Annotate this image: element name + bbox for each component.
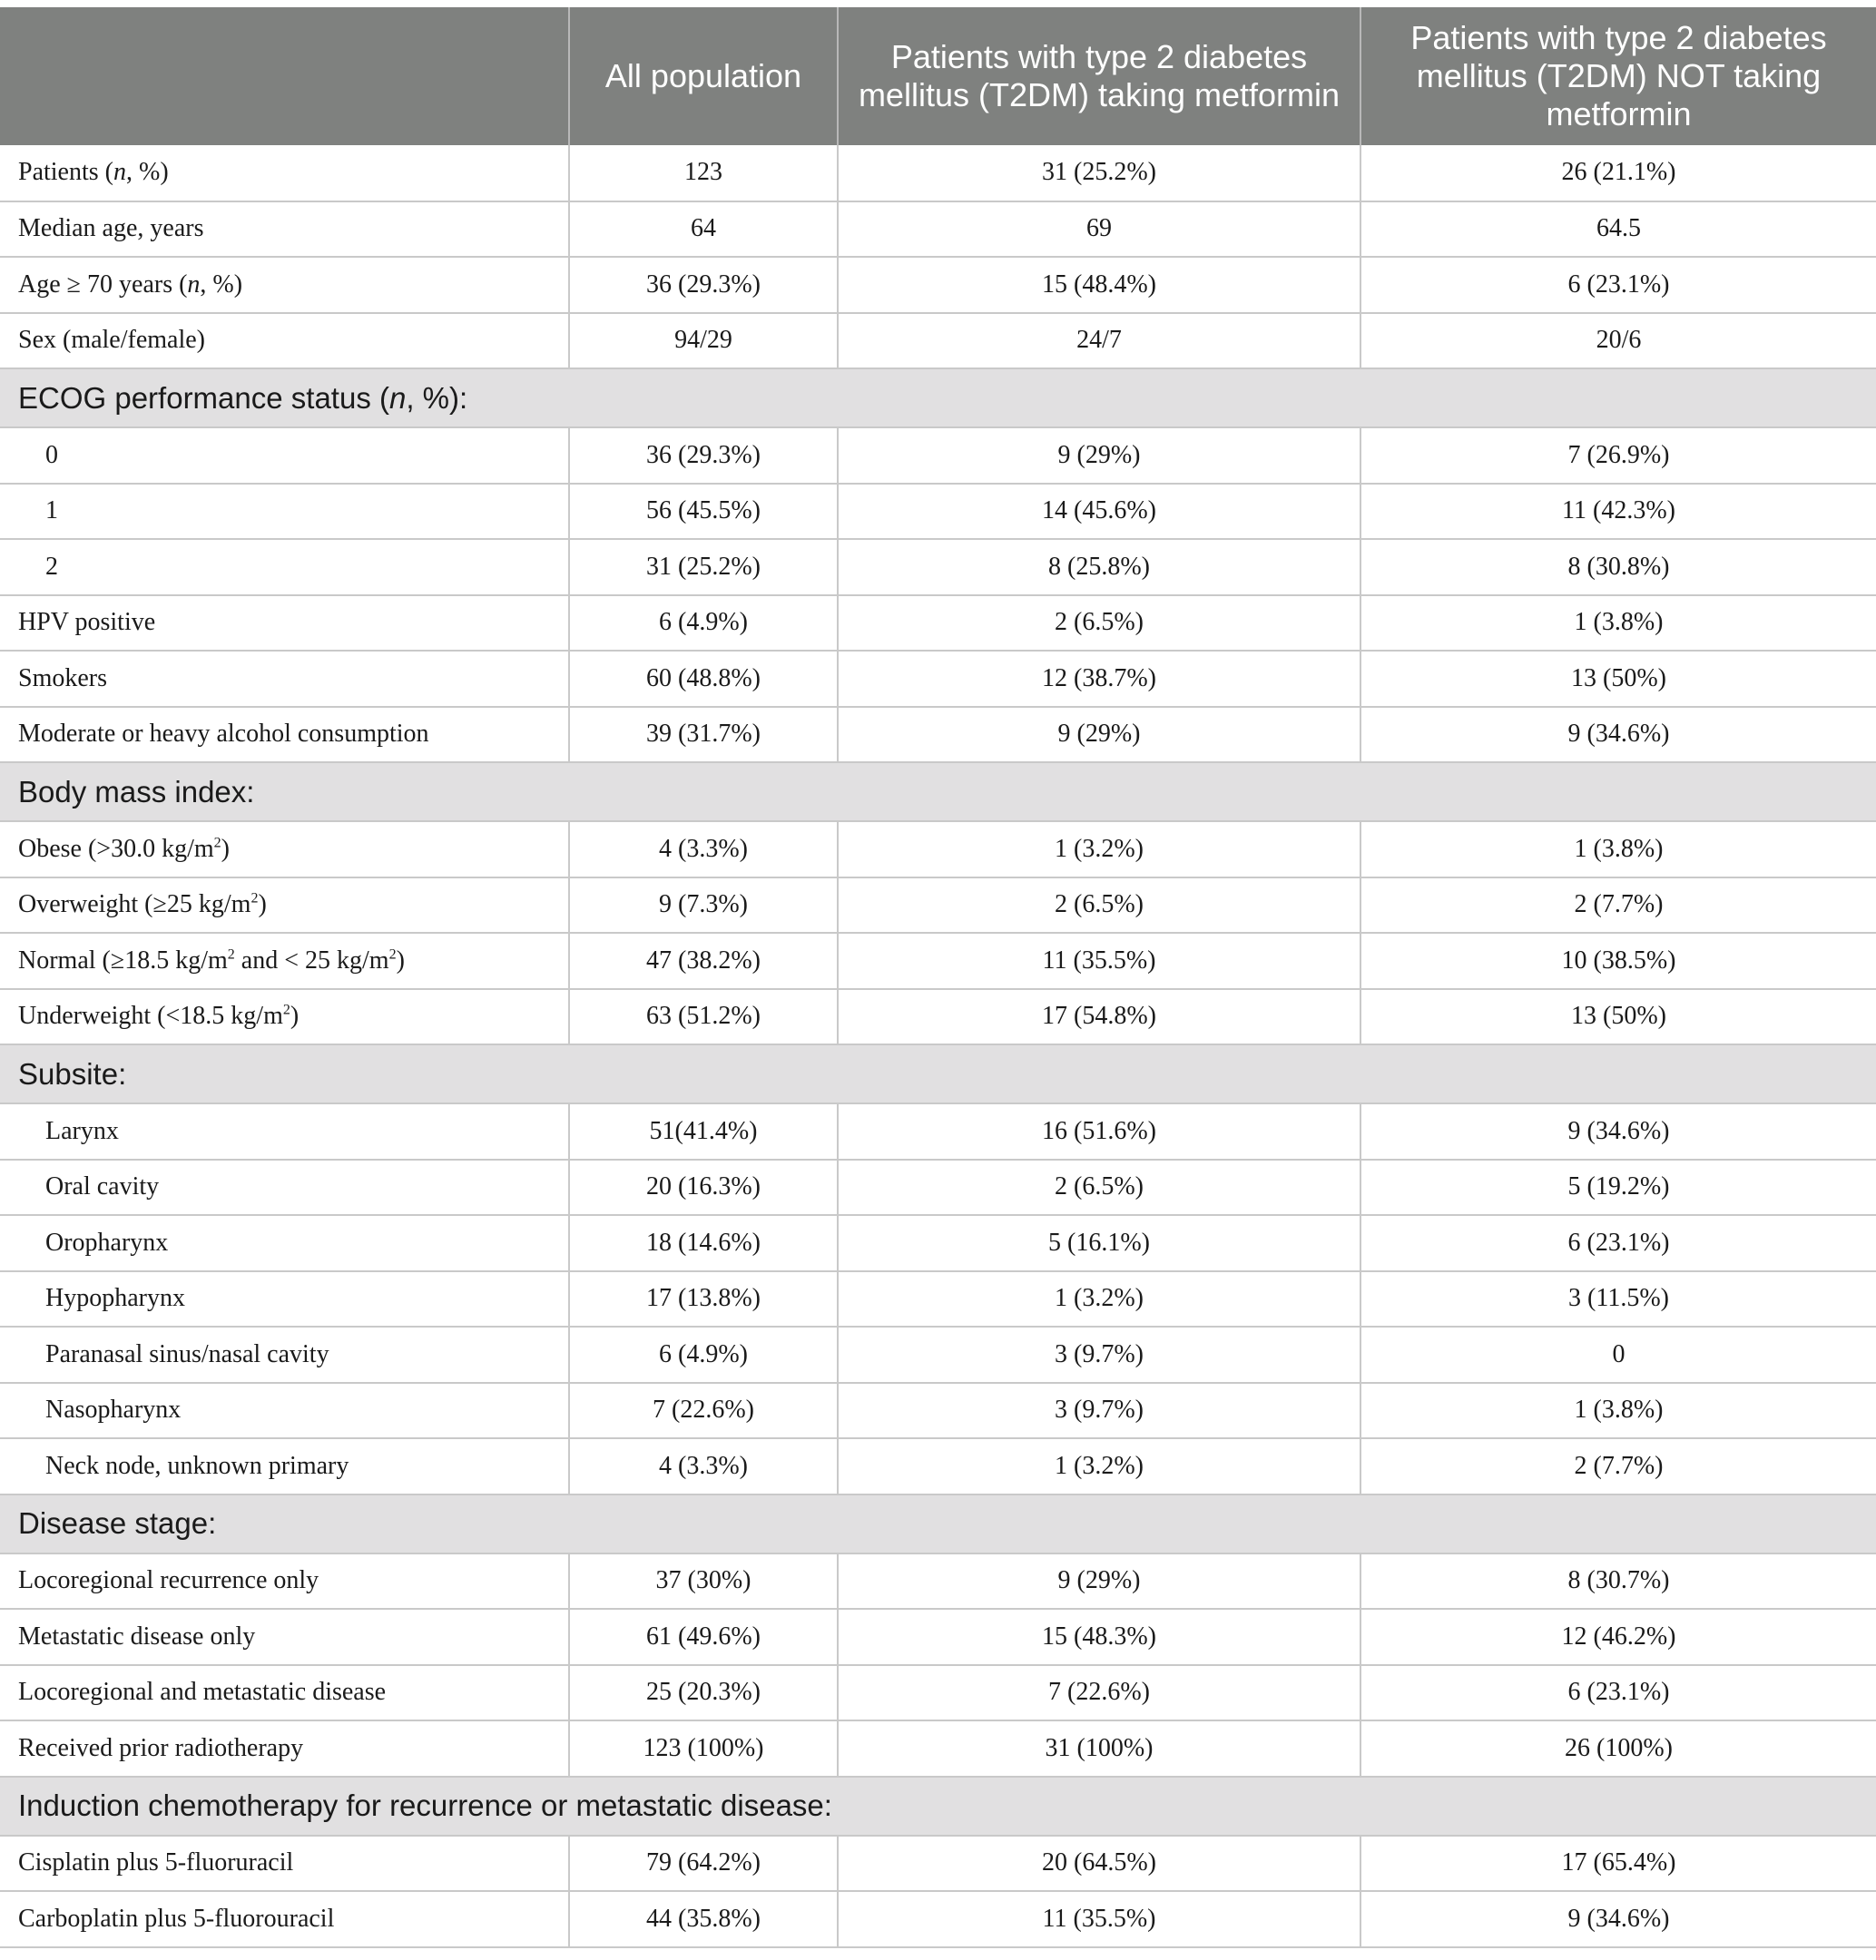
row-label: Nasopharynx [0, 1383, 569, 1439]
table-row [0, 1891, 1876, 1947]
table-row [0, 1160, 1876, 1216]
cell-all: 6 (4.9%) [569, 1327, 838, 1383]
table-row [0, 1271, 1876, 1328]
cell-metformin: 31 (100%) [838, 1720, 1360, 1777]
cell-all: 123 (100%) [569, 1720, 838, 1777]
section-row-bmi [0, 762, 1876, 821]
cell-no-metformin: 20/6 [1360, 313, 1876, 369]
table-row [0, 1327, 1876, 1383]
header-all-population: All population [569, 7, 838, 145]
cell-all: 6 (4.9%) [569, 595, 838, 652]
cell-no-metformin: 2 (7.7%) [1360, 1438, 1876, 1494]
cell-all: 39 (31.7%) [569, 707, 838, 763]
row-label: Sex (male/female) [0, 313, 569, 369]
cell-metformin: 3 (9.7%) [838, 1327, 1360, 1383]
cell-no-metformin: 9 (34.6%) [1360, 707, 1876, 763]
cell-metformin: 8 (25.8%) [838, 539, 1360, 595]
cell-all: 9 (7.3%) [569, 877, 838, 934]
cell-all: 94/29 [569, 313, 838, 369]
cell-metformin: 69 [838, 201, 1360, 258]
cell-no-metformin: 1 (3.8%) [1360, 1383, 1876, 1439]
row-label: Cisplatin plus 5-fluoruracil [0, 1836, 569, 1892]
section-label: Subsite: [0, 1044, 1876, 1103]
header-t2dm-metformin: Patients with type 2 diabetes mellitus (T2DM) taking metformin [838, 7, 1360, 145]
cell-metformin: 5 (16.1%) [838, 1215, 1360, 1271]
table-row [0, 484, 1876, 540]
row-label: Larynx [0, 1103, 569, 1160]
cell-metformin: 9 (29%) [838, 1553, 1360, 1610]
table-row [0, 1665, 1876, 1721]
table-row [0, 989, 1876, 1045]
cell-all: 4 (3.3%) [569, 1438, 838, 1494]
table-row [0, 1215, 1876, 1271]
table-row [0, 595, 1876, 652]
cell-metformin: 11 (35.5%) [838, 933, 1360, 989]
cell-metformin: 14 (45.6%) [838, 484, 1360, 540]
cell-all: 36 (29.3%) [569, 257, 838, 313]
cell-all: 123 [569, 145, 838, 201]
table-header [0, 7, 1876, 145]
table-row [0, 821, 1876, 877]
cell-all: 47 (38.2%) [569, 933, 838, 989]
cell-metformin: 9 (29%) [838, 707, 1360, 763]
cell-all: 36 (29.3%) [569, 427, 838, 484]
cell-metformin: 3 (9.7%) [838, 1383, 1360, 1439]
cell-no-metformin: 9 (34.6%) [1360, 1891, 1876, 1947]
cell-no-metformin: 9 (34.6%) [1360, 1103, 1876, 1160]
cell-all: 20 (16.3%) [569, 1160, 838, 1216]
row-label: Metastatic disease only [0, 1609, 569, 1665]
table-row [0, 257, 1876, 313]
header-row [0, 7, 1876, 145]
cell-all: 51(41.4%) [569, 1103, 838, 1160]
row-label: Paranasal sinus/nasal cavity [0, 1327, 569, 1383]
table-row [0, 933, 1876, 989]
row-label: Moderate or heavy alcohol consumption [0, 707, 569, 763]
section-row-disease-stage [0, 1494, 1876, 1553]
baseline-characteristics-table [0, 7, 1876, 1948]
table-body [0, 145, 1876, 1947]
cell-metformin: 12 (38.7%) [838, 651, 1360, 707]
cell-all: 63 (51.2%) [569, 989, 838, 1045]
table-row [0, 1103, 1876, 1160]
section-label: Induction chemotherapy for recurrence or metastatic disease: [0, 1777, 1876, 1836]
cell-metformin: 15 (48.3%) [838, 1609, 1360, 1665]
table-row [0, 201, 1876, 258]
row-label: Oral cavity [0, 1160, 569, 1216]
row-label: Hypopharynx [0, 1271, 569, 1328]
table-row [0, 1720, 1876, 1777]
section-label: Disease stage: [0, 1494, 1876, 1553]
cell-all: 31 (25.2%) [569, 539, 838, 595]
cell-all: 44 (35.8%) [569, 1891, 838, 1947]
cell-no-metformin: 7 (26.9%) [1360, 427, 1876, 484]
row-label: Locoregional recurrence only [0, 1553, 569, 1610]
cell-no-metformin: 26 (100%) [1360, 1720, 1876, 1777]
row-label: 1 [0, 484, 569, 540]
cell-all: 7 (22.6%) [569, 1383, 838, 1439]
cell-no-metformin: 8 (30.8%) [1360, 539, 1876, 595]
cell-no-metformin: 0 [1360, 1327, 1876, 1383]
cell-no-metformin: 6 (23.1%) [1360, 1665, 1876, 1721]
cell-metformin: 11 (35.5%) [838, 1891, 1360, 1947]
header-t2dm-no-metformin: Patients with type 2 diabetes mellitus (T2DM) NOT taking metformin [1360, 7, 1876, 145]
table-row [0, 1553, 1876, 1610]
table-row [0, 651, 1876, 707]
row-label: 0 [0, 427, 569, 484]
row-label: Received prior radiotherapy [0, 1720, 569, 1777]
cell-no-metformin: 2 (7.7%) [1360, 877, 1876, 934]
section-row-induction-chemo [0, 1777, 1876, 1836]
row-label: Median age, years [0, 201, 569, 258]
cell-no-metformin: 10 (38.5%) [1360, 933, 1876, 989]
row-label: HPV positive [0, 595, 569, 652]
cell-all: 37 (30%) [569, 1553, 838, 1610]
table-row [0, 313, 1876, 369]
cell-all: 60 (48.8%) [569, 651, 838, 707]
cell-no-metformin: 64.5 [1360, 201, 1876, 258]
cell-metformin: 2 (6.5%) [838, 877, 1360, 934]
row-label: Underweight (<18.5 $kg/m^2$) [0, 989, 569, 1045]
cell-metformin: 7 (22.6%) [838, 1665, 1360, 1721]
cell-metformin: 16 (51.6%) [838, 1103, 1360, 1160]
table-row [0, 707, 1876, 763]
row-label: Oropharynx [0, 1215, 569, 1271]
table-row [0, 539, 1876, 595]
table-row [0, 1438, 1876, 1494]
cell-no-metformin: 1 (3.8%) [1360, 595, 1876, 652]
row-label: 2 [0, 539, 569, 595]
cell-metformin: 9 (29%) [838, 427, 1360, 484]
cell-metformin: 1 (3.2%) [838, 1271, 1360, 1328]
row-label: Neck node, unknown primary [0, 1438, 569, 1494]
section-label: Body mass index: [0, 762, 1876, 821]
cell-no-metformin: 3 (11.5%) [1360, 1271, 1876, 1328]
row-label: Locoregional and metastatic disease [0, 1665, 569, 1721]
cell-no-metformin: 6 (23.1%) [1360, 257, 1876, 313]
row-label: Obese (>30.0 $kg/m^2$) [0, 821, 569, 877]
cell-metformin: 1 (3.2%) [838, 821, 1360, 877]
cell-no-metformin: 13 (50%) [1360, 651, 1876, 707]
section-row-subsite [0, 1044, 1876, 1103]
cell-all: 79 (64.2%) [569, 1836, 838, 1892]
cell-metformin: 20 (64.5%) [838, 1836, 1360, 1892]
row-label: Age ≥ 70 years (n, %) [0, 257, 569, 313]
cell-no-metformin: 26 (21.1%) [1360, 145, 1876, 201]
cell-all: 61 (49.6%) [569, 1609, 838, 1665]
cell-no-metformin: 13 (50%) [1360, 989, 1876, 1045]
table-row [0, 877, 1876, 934]
cell-metformin: 2 (6.5%) [838, 1160, 1360, 1216]
row-label: Smokers [0, 651, 569, 707]
cell-no-metformin: 12 (46.2%) [1360, 1609, 1876, 1665]
cell-no-metformin: 5 (19.2%) [1360, 1160, 1876, 1216]
cell-metformin: 15 (48.4%) [838, 257, 1360, 313]
cell-metformin: 1 (3.2%) [838, 1438, 1360, 1494]
row-label: Normal (≥18.5 $kg/m^2$ and < 25 $kg/m^2$) [0, 933, 569, 989]
section-row-ecog [0, 368, 1876, 427]
cell-all: 18 (14.6%) [569, 1215, 838, 1271]
table-row [0, 427, 1876, 484]
cell-metformin: 24/7 [838, 313, 1360, 369]
header-corner [0, 7, 569, 145]
cell-metformin: 17 (54.8%) [838, 989, 1360, 1045]
table-row [0, 1836, 1876, 1892]
cell-no-metformin: 1 (3.8%) [1360, 821, 1876, 877]
cell-no-metformin: 11 (42.3%) [1360, 484, 1876, 540]
table-row [0, 1383, 1876, 1439]
table-row [0, 1609, 1876, 1665]
row-label: Patients (n, %) [0, 145, 569, 201]
section-label: ECOG performance status (n, %): [0, 368, 1876, 427]
cell-all: 56 (45.5%) [569, 484, 838, 540]
cell-no-metformin: 8 (30.7%) [1360, 1553, 1876, 1610]
table-row [0, 145, 1876, 201]
row-label: Carboplatin plus 5-fluorouracil [0, 1891, 569, 1947]
row-label: Overweight (≥25 $kg/m^2$) [0, 877, 569, 934]
cell-all: 25 (20.3%) [569, 1665, 838, 1721]
cell-metformin: 2 (6.5%) [838, 595, 1360, 652]
cell-all: 4 (3.3%) [569, 821, 838, 877]
cell-all: 64 [569, 201, 838, 258]
cell-no-metformin: 6 (23.1%) [1360, 1215, 1876, 1271]
cell-metformin: 31 (25.2%) [838, 145, 1360, 201]
cell-no-metformin: 17 (65.4%) [1360, 1836, 1876, 1892]
cell-all: 17 (13.8%) [569, 1271, 838, 1328]
